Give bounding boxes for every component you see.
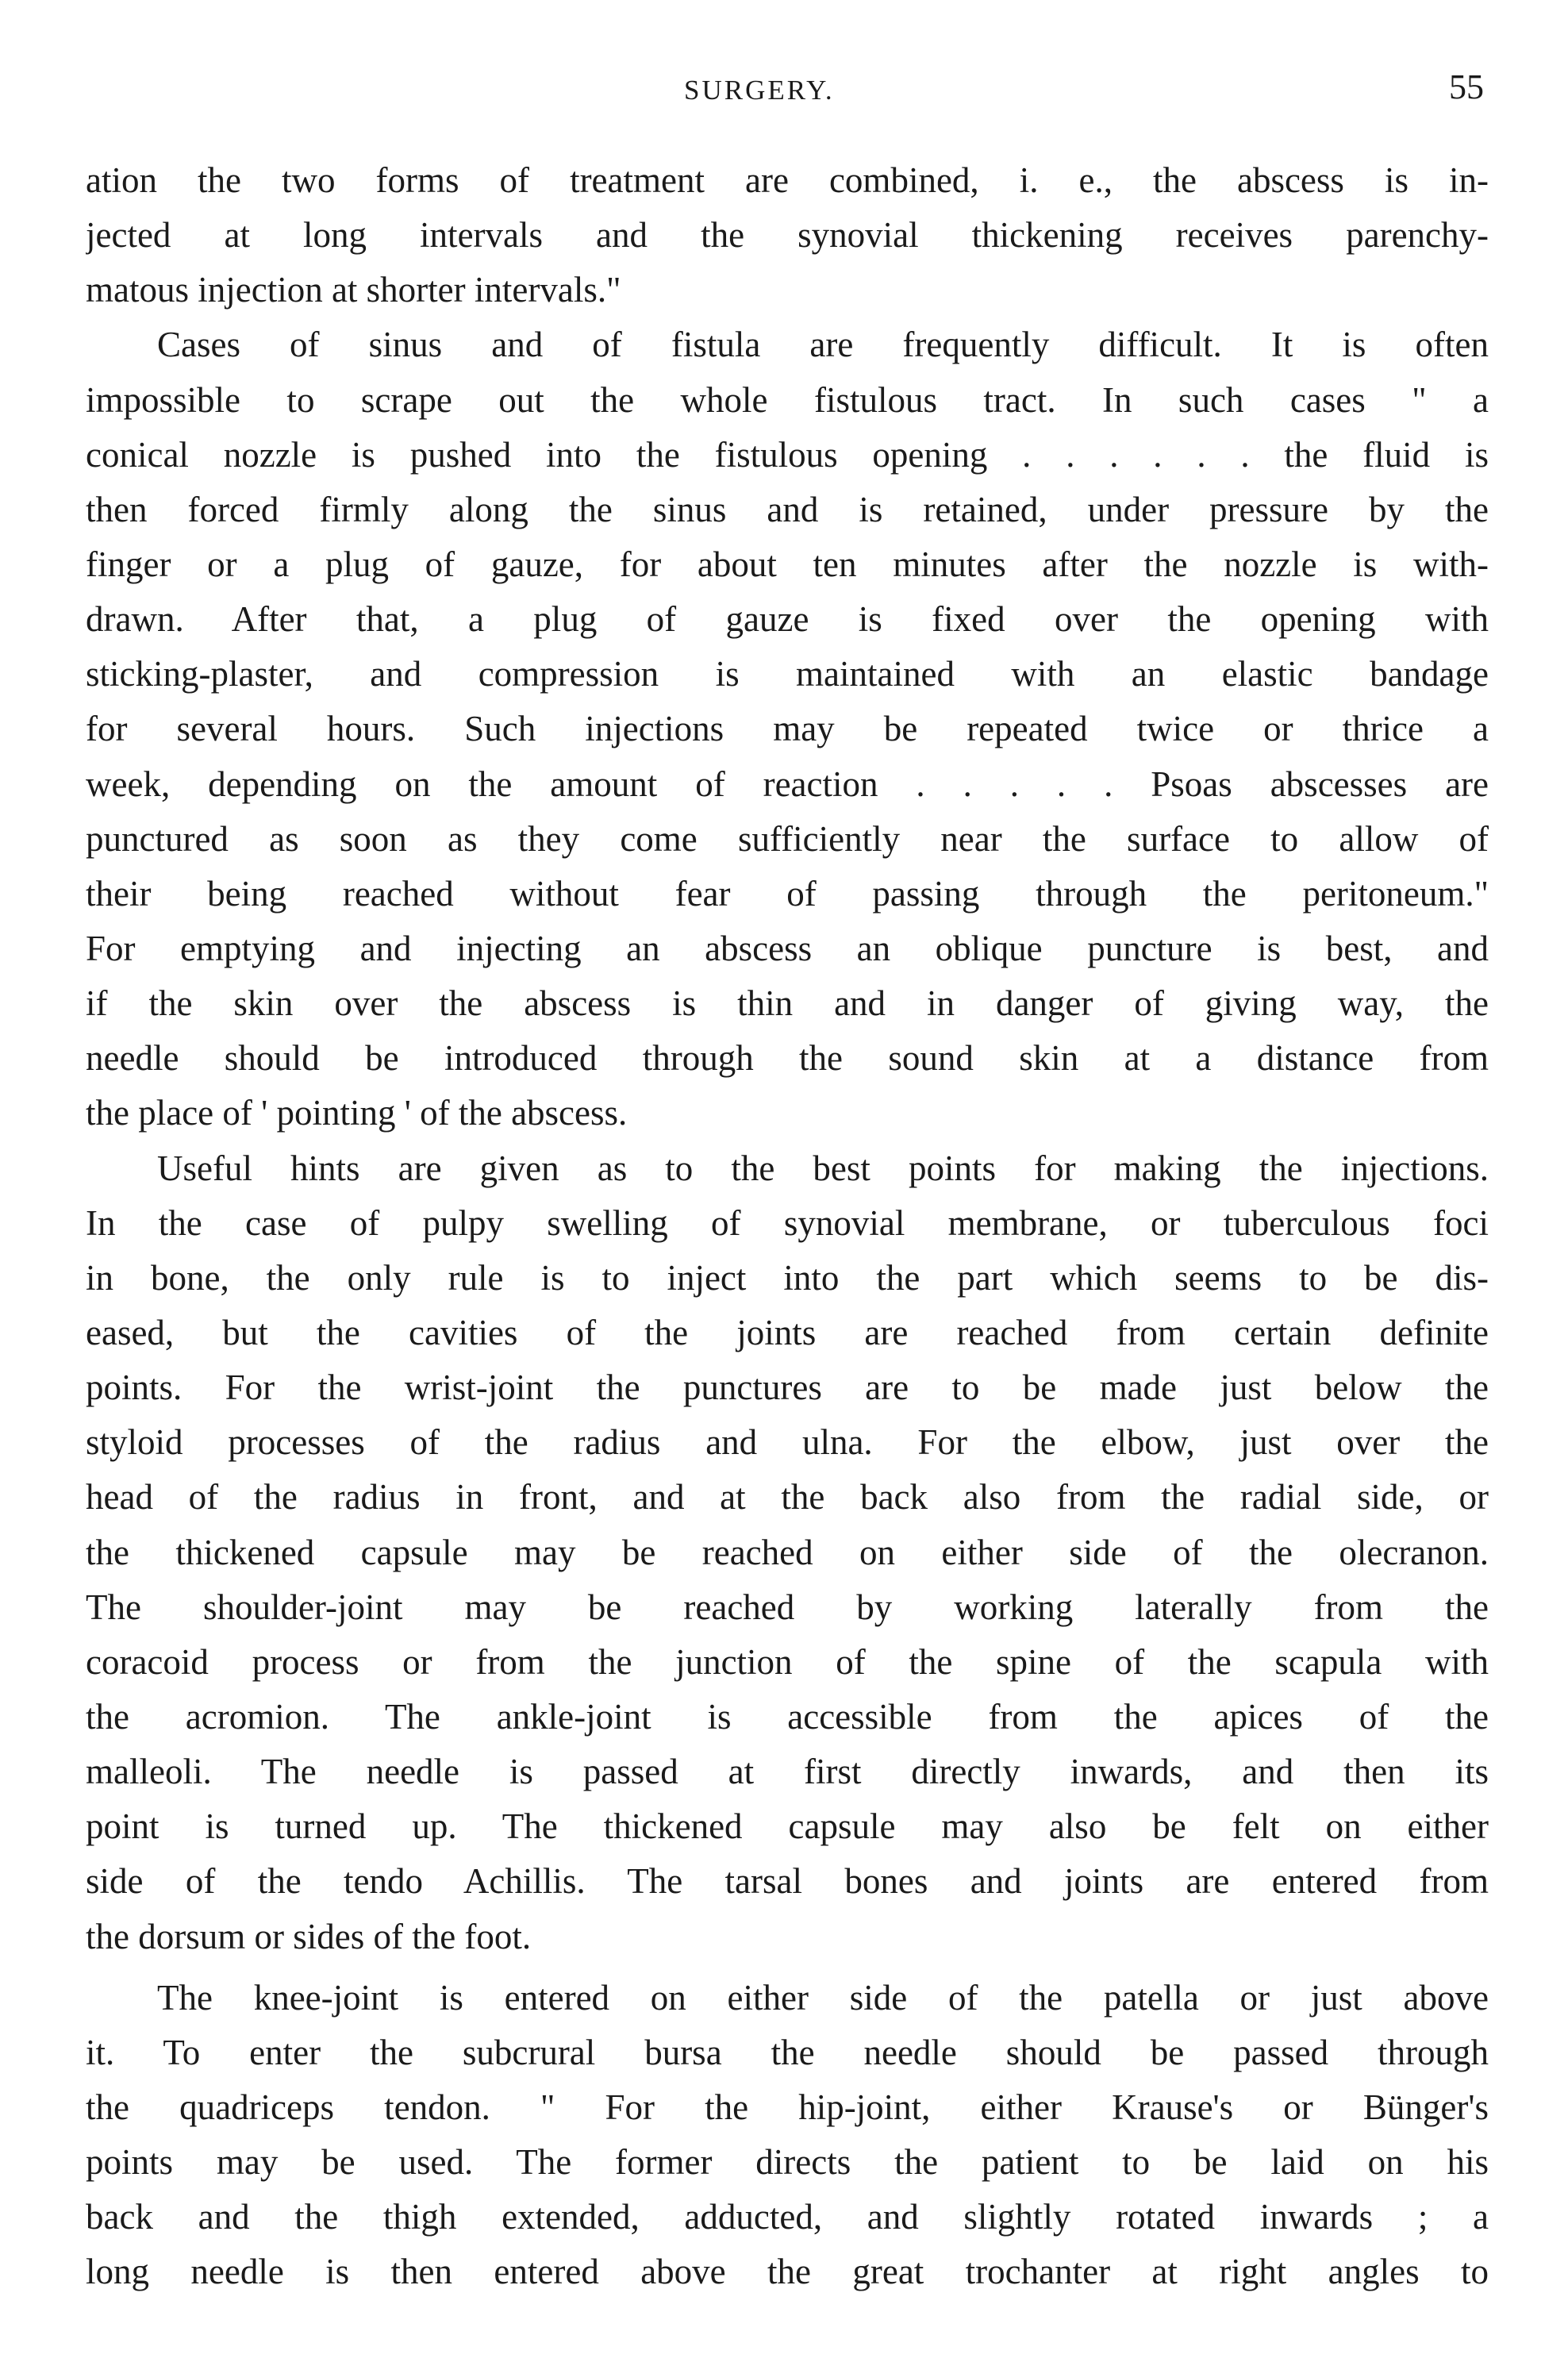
text-line: head of the radius in front, and at the back also from the radial side, or	[86, 1477, 1489, 1518]
page-number: 55	[1449, 67, 1484, 106]
text-line: in bone, the only rule is to inject into the part which seems to be dis-	[86, 1257, 1489, 1298]
text-line: it. To enter the subcrural bursa the needle should be passed through	[86, 2032, 1489, 2072]
body-text	[86, 153, 1489, 2299]
text-line: styloid processes of the radius and ulna. For the elbow, just over the	[86, 1422, 1489, 1463]
text-line: long needle is then entered above the great trochanter at right angles to	[86, 2252, 1489, 2292]
text-line: side of the tendo Achillis. The tarsal bones and joints are entered from	[86, 1861, 1489, 1902]
text-line: the thickened capsule may be reached on either side of the olecranon.	[86, 1532, 1489, 1572]
text-line: the dorsum or sides of the foot.	[86, 1916, 532, 1956]
paragraph-start-line: Cases of sinus and of fistula are frequently difficult. It is often	[157, 325, 1489, 365]
text-line: the place of ' pointing ' of the abscess.	[86, 1093, 628, 1133]
text-line: malleoli. The needle is passed at first directly inwards, and then its	[86, 1752, 1489, 1792]
text-line: For emptying and injecting an abscess an oblique puncture is best, and	[86, 928, 1489, 968]
text-line: needle should be introduced through the sound skin at a distance from	[86, 1038, 1489, 1079]
text-line: week, depending on the amount of reaction . . . . . Psoas abscesses are	[86, 764, 1489, 804]
text-line: eased, but the cavities of the joints are reached from certain definite	[86, 1312, 1489, 1352]
text-line: finger or a plug of gauze, for about ten minutes after the nozzle is with-	[86, 544, 1489, 584]
text-line: points. For the wrist-joint the punctures are to be made just below the	[86, 1368, 1489, 1408]
text-line: conical nozzle is pushed into the fistulous opening . . . . . . the fluid is	[86, 434, 1489, 475]
text-line: the quadriceps tendon. " For the hip-joint, either Krause's or Bünger's	[86, 2087, 1489, 2127]
text-line: the acromion. The ankle-joint is accessible from the apices of the	[86, 1696, 1489, 1737]
text-line: point is turned up. The thickened capsule may also be felt on either	[86, 1806, 1489, 1847]
text-line: sticking-plaster, and compression is maintained with an elastic bandage	[86, 654, 1489, 694]
text-line: their being reached without fear of passing through the peritoneum."	[86, 873, 1489, 914]
text-line: matous injection at shorter intervals."	[86, 270, 621, 310]
paragraph-start-line: Useful hints are given as to the best points for making the injections.	[157, 1148, 1489, 1188]
paragraph-start-line: The knee-joint is entered on either side of the patella or just above	[157, 1977, 1489, 2018]
text-line: back and the thigh extended, adducted, and slightly rotated inwards ; a	[86, 2197, 1489, 2237]
text-line: ation the two forms of treatment are combined, i. e., the abscess is in-	[86, 160, 1489, 200]
text-line: if the skin over the abscess is thin and in danger of giving way, the	[86, 983, 1489, 1024]
text-line: In the case of pulpy swelling of synovial membrane, or tuberculous foci	[86, 1202, 1489, 1243]
text-line: punctured as soon as they come sufficiently near the surface to allow of	[86, 818, 1489, 859]
text-line: The shoulder-joint may be reached by working laterally from the	[86, 1587, 1489, 1627]
text-line: jected at long intervals and the synovial thickening receives parenchy-	[86, 215, 1489, 256]
text-line: then forced firmly along the sinus and is retained, under pressure by the	[86, 489, 1489, 529]
text-line: points may be used. The former directs the patient to be laid on his	[86, 2142, 1489, 2183]
text-line: impossible to scrape out the whole fistulous tract. In such cases " a	[86, 379, 1489, 420]
text-line: coracoid process or from the junction of the spine of the scapula with	[86, 1641, 1489, 1682]
running-head: SURGERY.	[684, 75, 835, 106]
text-line: for several hours. Such injections may be repeated twice or thrice a	[86, 709, 1489, 749]
text-line: drawn. After that, a plug of gauze is fixed over the opening with	[86, 599, 1489, 640]
page-header	[0, 67, 1568, 114]
